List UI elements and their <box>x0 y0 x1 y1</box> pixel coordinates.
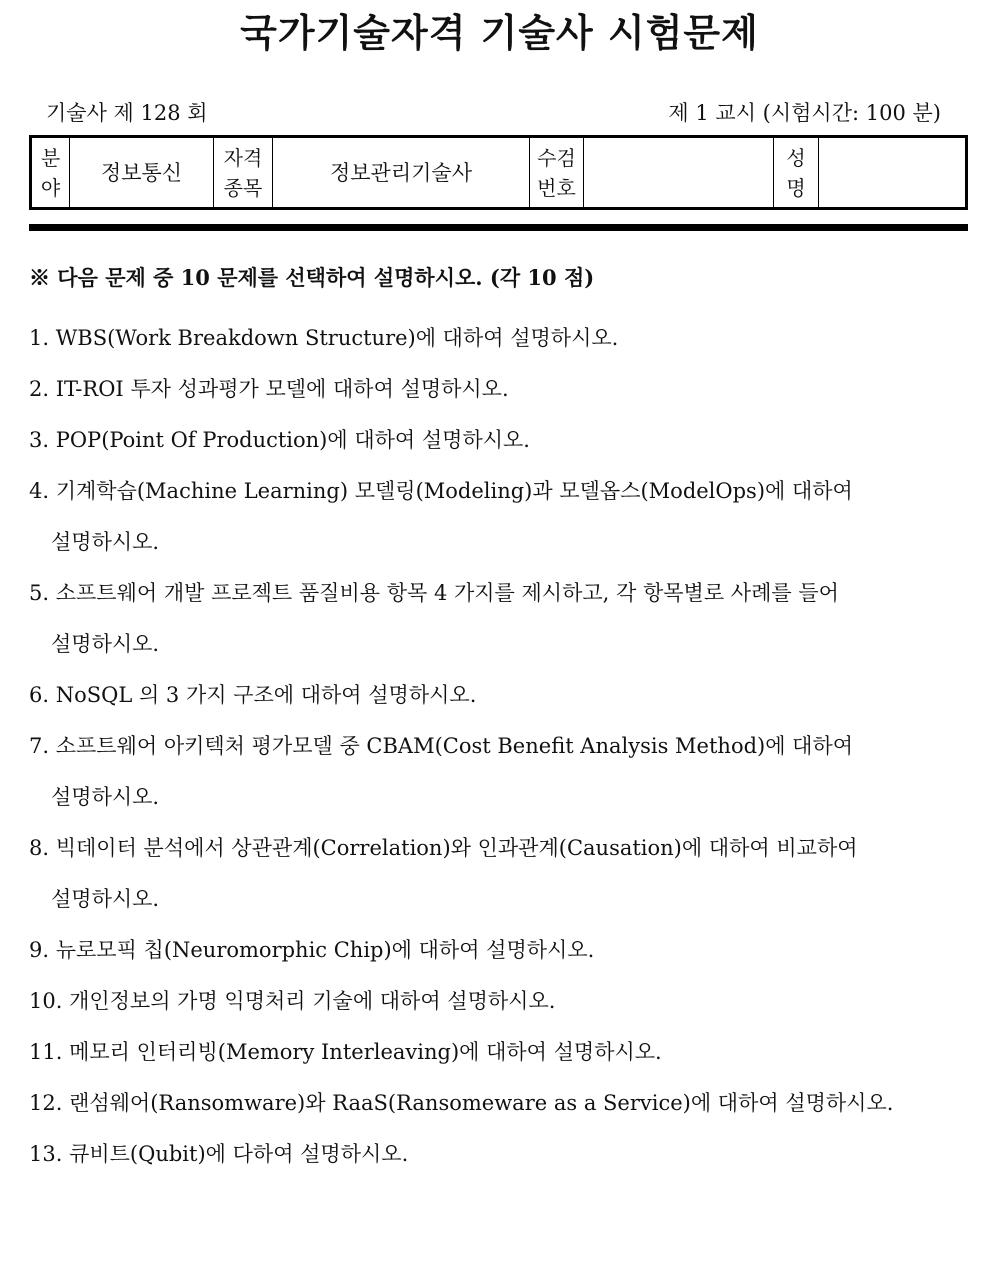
question-item <box>29 1027 959 1078</box>
name-field[interactable] <box>819 137 967 209</box>
qualification-label-line-2: 종목 <box>223 175 263 200</box>
name-label <box>774 137 819 209</box>
question-list <box>29 313 959 1180</box>
exam-round: 기술사 제 128 회 <box>46 101 208 125</box>
question-text: 4. 기계학습(Machine Learning) 모델링(Modeling)과 모델옵스(ModelOps)에 대하여 <box>29 479 853 503</box>
divider-rule <box>29 224 968 231</box>
question-text: 2. IT-ROI 투자 성과평가 모델에 대하여 설명하시오. <box>29 377 509 401</box>
field-label <box>31 137 70 209</box>
session-info: 제 1 교시 (시험시간: 100 분) <box>668 101 941 125</box>
question-text: 3. POP(Point Of Production)에 대하여 설명하시오. <box>29 428 530 452</box>
name-label-line-1: 성 <box>786 145 806 170</box>
question-item <box>29 364 959 415</box>
name-label-line-2: 명 <box>786 175 806 200</box>
exam-number-label <box>530 137 584 209</box>
question-item <box>29 1129 959 1180</box>
question-continuation: 설명하시오. <box>51 785 160 809</box>
question-text: 8. 빅데이터 분석에서 상관관계(Correlation)와 인과관계(Causation)에 대하여 비교하여 <box>29 836 858 860</box>
question-item <box>29 466 959 568</box>
instruction-text: ※ 다음 문제 중 10 문제를 선택하여 설명하시오. (각 10 점) <box>29 265 595 290</box>
question-item <box>29 721 959 823</box>
question-text: 6. NoSQL 의 3 가지 구조에 대하여 설명하시오. <box>29 683 477 707</box>
question-continuation: 설명하시오. <box>51 887 160 911</box>
question-item <box>29 415 959 466</box>
question-text: 11. 메모리 인터리빙(Memory Interleaving)에 대하여 설명하시오. <box>29 1040 662 1064</box>
question-item <box>29 568 959 670</box>
qualification-value: 정보관리기술사 <box>273 137 530 209</box>
question-text: 10. 개인정보의 가명 익명처리 기술에 대하여 설명하시오. <box>29 989 556 1013</box>
exam-info-table <box>29 135 968 210</box>
field-value: 정보통신 <box>70 137 214 209</box>
question-item <box>29 313 959 364</box>
question-text: 13. 큐비트(Qubit)에 다하여 설명하시오. <box>29 1142 409 1166</box>
question-text: 5. 소프트웨어 개발 프로젝트 품질비용 항목 4 가지를 제시하고, 각 항목별로 사례를 들어 <box>29 581 839 605</box>
field-label-line-1: 분 <box>40 145 61 170</box>
exam-number-field[interactable] <box>584 137 774 209</box>
question-item <box>29 925 959 976</box>
question-continuation: 설명하시오. <box>51 632 160 656</box>
question-text: 1. WBS(Work Breakdown Structure)에 대하여 설명하시오. <box>29 326 619 350</box>
field-label-line-2: 야 <box>40 175 61 200</box>
question-text: 9. 뉴로모픽 칩(Neuromorphic Chip)에 대하여 설명하시오. <box>29 938 595 962</box>
qualification-label <box>214 137 273 209</box>
question-text: 12. 랜섬웨어(Ransomware)와 RaaS(Ransomeware as a Service)에 대하여 설명하시오. <box>29 1091 894 1115</box>
qualification-label-line-1: 자격 <box>223 145 263 170</box>
question-continuation: 설명하시오. <box>51 530 160 554</box>
exam-number-label-line-1: 수검 <box>537 145 576 170</box>
question-item <box>29 1078 959 1129</box>
question-item <box>29 976 959 1027</box>
question-item <box>29 823 959 925</box>
question-item <box>29 670 959 721</box>
exam-number-label-line-2: 번호 <box>537 175 576 200</box>
exam-title: 국가기술자격 기술사 시험문제 <box>240 10 759 55</box>
question-text: 7. 소프트웨어 아키텍처 평가모델 중 CBAM(Cost Benefit Analysis Method)에 대하여 <box>29 734 854 758</box>
